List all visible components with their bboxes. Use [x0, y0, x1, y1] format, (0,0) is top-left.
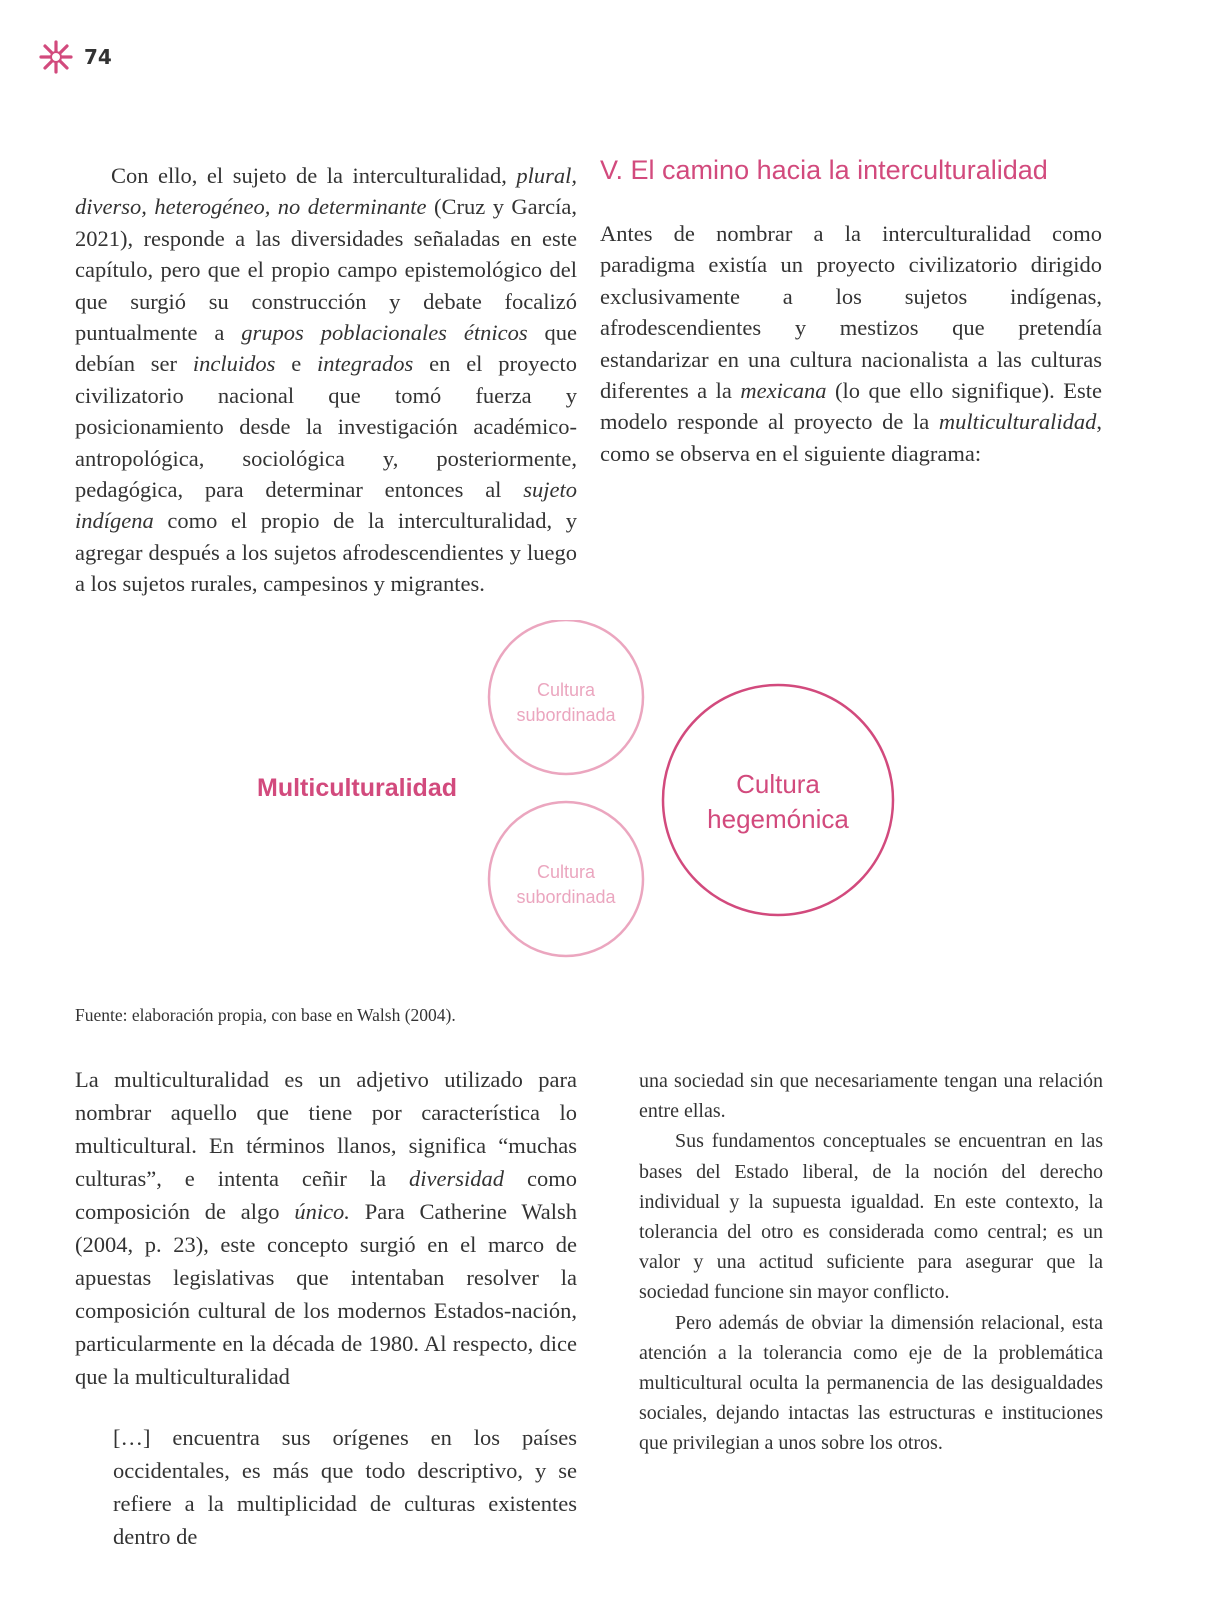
- section-column: [600, 152, 1102, 469]
- hegemonic-culture-circle: [663, 685, 893, 915]
- subordinate-culture-label-top-2: subordinada: [516, 705, 616, 725]
- lower-right-column: [639, 1066, 1103, 1459]
- page-number: 74: [84, 45, 112, 69]
- section-paragraph: Antes de nombrar a la interculturalidad como paradigma existía un proyecto civilizatorio dirigido exclusivamente a los sujetos indígenas, afrodescendientes y mestizos que pretendía estandarizar en una cultura nacionalista a las culturas diferentes a la mexicana (lo que ello signifique). Este modelo responde al proyecto de la multiculturalidad, como se observa en el siguiente diagrama:: [600, 221, 1102, 466]
- foundations-paragraph: Sus fundamentos conceptuales se encuentran en las bases del Estado liberal, de la noción del derecho individual y la supuesta igualdad. En este contexto, la tolerancia del otro es considerada como central; es un valor y una actitud suficiente para asegurar que la sociedad funcione sin mayor conflicto.: [639, 1130, 1103, 1304]
- block-quote: [75, 1421, 577, 1553]
- figure-source-note: Fuente: elaboración propia, con base en Walsh (2004).: [75, 1005, 456, 1025]
- subordinate-culture-label-top-1: Cultura: [536, 680, 596, 700]
- quote-continuation: una sociedad sin que necesariamente tengan una relación entre ellas.: [639, 1070, 1103, 1123]
- intro-paragraph: Con ello, el sujeto de la interculturalidad, plural, diverso, heterogéneo, no determinante (Cruz y García, 2021), responde a las diversidades señaladas en este capítulo, pero que el propio campo epistemológico del que surgió su construcción y debate focalizó puntualmente a grupos poblacionales étnicos que debían ser incluidos e integrados en el proyecto civilizatorio nacional que tomó fuerza y posicionamiento desde la investigación académico-antropológica, sociológica y, posteriormente, pedagógica, para determinar entonces al sujeto indígena como el propio de la interculturalidad, y agregar después a los sujetos afrodescendientes y luego a los sujetos rurales, campesinos y migrantes.: [75, 163, 578, 597]
- lower-left-column: [75, 1063, 577, 1553]
- quote-text: […] encuentra sus orígenes en los países occidentales, es más que todo descriptivo, y se refiere a la multiplicidad de culturas existentes dentro de: [113, 1425, 577, 1549]
- diagram-label: Multiculturalidad: [257, 774, 457, 802]
- subordinate-culture-label-bottom-2: subordinada: [516, 887, 616, 907]
- multiculturality-paragraph: La multiculturalidad es un adjetivo utilizado para nombrar aquello que tiene por característica lo multicultural. En términos llanos, significa “muchas culturas”, e intenta ceñir la diversidad como composición de algo único. Para Catherine Walsh (2004, p. 23), este concepto surgió en el marco de apuestas legislativas que intentaban resolver la composición cultural de los modernos Estados-nación, particularmente en la década de 1980. Al respecto, dice que la multiculturalidad: [75, 1067, 577, 1389]
- subordinate-culture-label-bottom-1: Cultura: [536, 862, 596, 882]
- tolerance-paragraph: Pero además de obviar la dimensión relacional, esta atención a la tolerancia como eje de la problemática multicultural oculta la permanencia de las desigualdades sociales, dejando intactas las estructuras e instituciones que privilegian a unos sobre los otros.: [639, 1311, 1103, 1455]
- hegemonic-culture-label-1: Cultura: [736, 769, 820, 799]
- asterisk-flower-icon: [38, 40, 74, 74]
- page-header: [38, 40, 112, 74]
- section-title: V. El camino hacia la interculturalidad: [600, 155, 1048, 185]
- multiculturality-diagram: [0, 620, 1214, 970]
- intro-column: [75, 160, 577, 600]
- hegemonic-culture-label-2: hegemónica: [707, 804, 849, 834]
